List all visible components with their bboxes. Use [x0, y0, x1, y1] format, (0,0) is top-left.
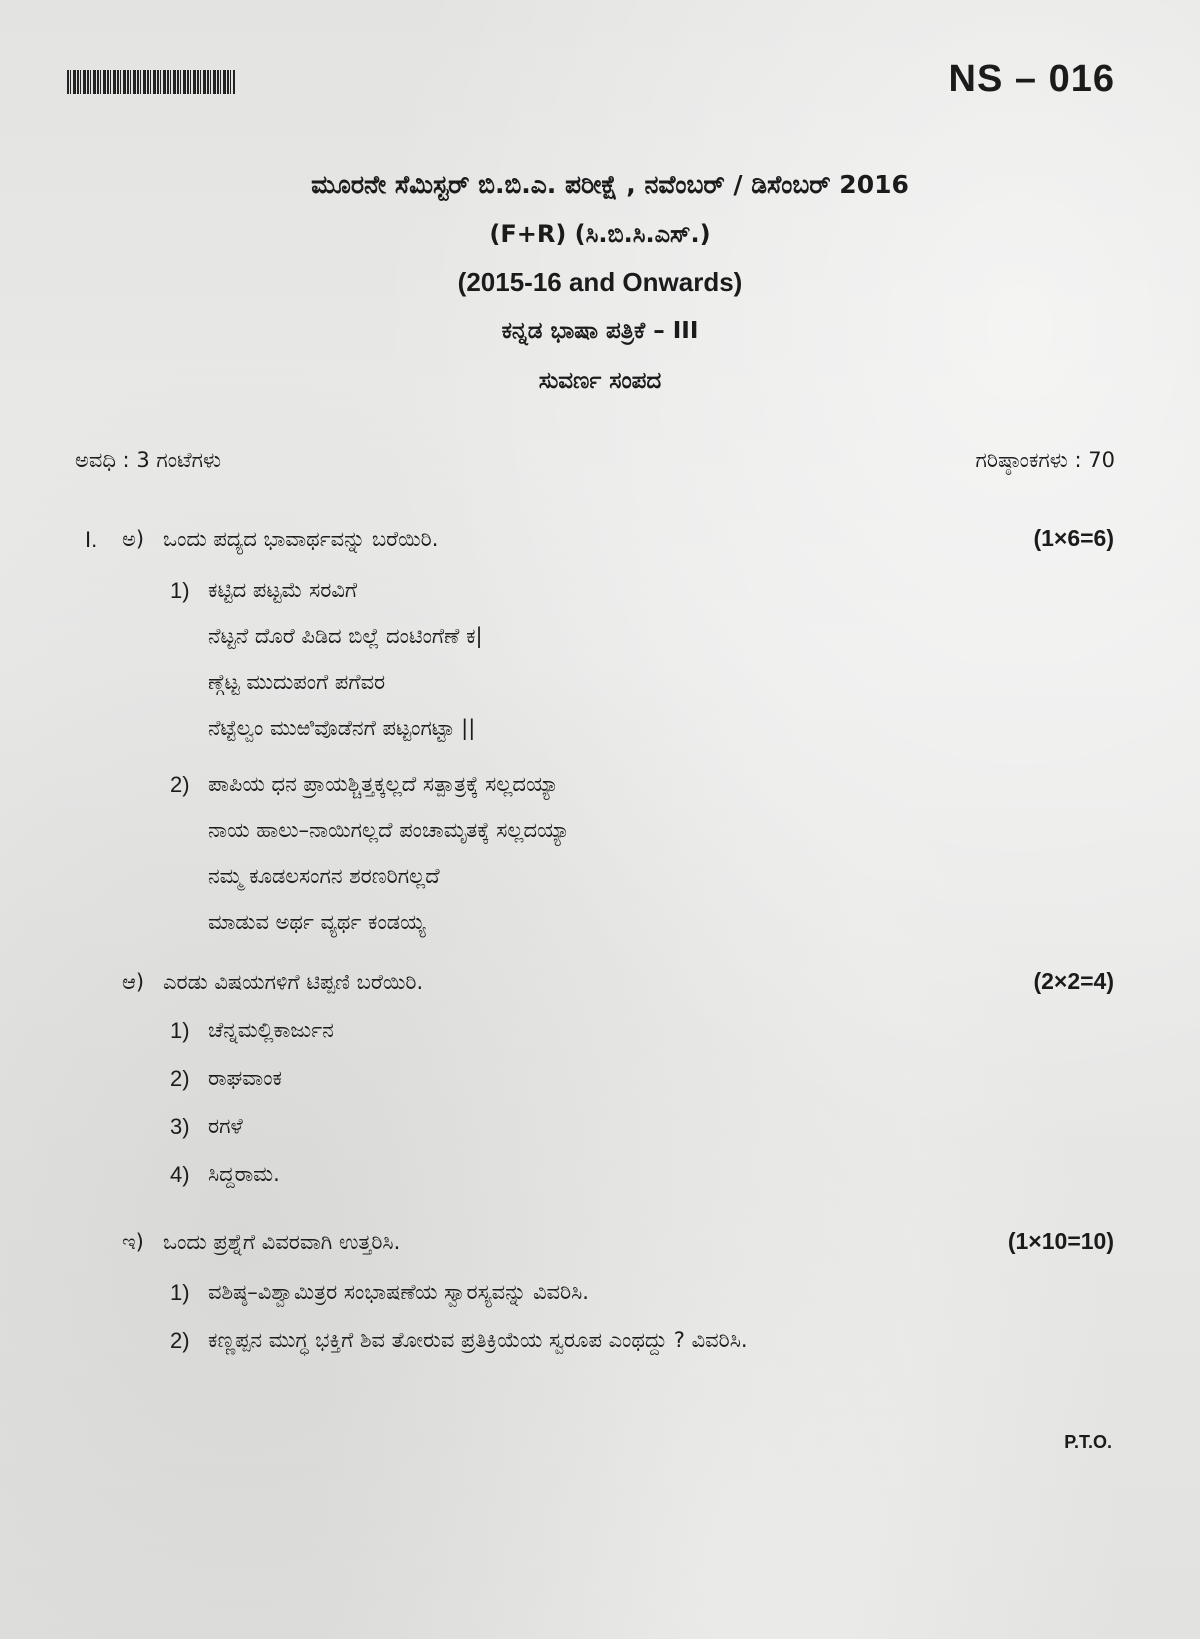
section-number: I.	[85, 527, 98, 552]
question-number: 2)	[170, 1066, 190, 1091]
part-b-instruction: ಎರಡು ವಿಷಯಗಳಿಗೆ ಟಿಪ್ಪಣಿ ಬರೆಯಿರಿ.	[163, 970, 424, 994]
poem-line: ಪಾಪಿಯ ಧನ ಪ್ರಾಯಶ್ಚಿತ್ತಕ್ಕಲ್ಲದೆ ಸತ್ಪಾತ್ರಕ್ಕೆ ಸಲ್ಲದಯ್ಯಾ	[208, 772, 559, 796]
question-number: 2)	[170, 1328, 190, 1353]
part-b-marks: (2×2=4)	[1033, 968, 1114, 994]
please-turn-over: P.T.O.	[1064, 1432, 1112, 1452]
question-number: 4)	[170, 1162, 190, 1187]
poem-line: ಮಾಡುವ ಅರ್ಥ ವ್ಯರ್ಥ ಕಂಡಯ್ಯ	[208, 910, 426, 934]
subject-name: ಸುವರ್ಣ ಸಂಪದ	[538, 368, 662, 394]
paper-code: NS – 016	[948, 58, 1115, 100]
question-number: 2)	[170, 772, 190, 797]
part-a-instruction: ಒಂದು ಪದ್ಯದ ಭಾವಾರ್ಥವನ್ನು ಬರೆಯಿರಿ.	[163, 527, 439, 551]
poem-line: ನಾಯ ಹಾಲು–ನಾಯಿಗಲ್ಲದೆ ಪಂಚಾಮೃತಕ್ಕೆ ಸಲ್ಲದಯ್ಯಾ	[208, 818, 570, 842]
poem-line: ನಮ್ಮ ಕೂಡಲಸಂಗನ ಶರಣರಿಗಲ್ಲದೆ	[208, 864, 440, 888]
exam-scheme: (F+R) (ಸಿ.ಬಿ.ಸಿ.ಎಸ್.)	[489, 220, 711, 248]
question-text: ಸಿದ್ದರಾಮ.	[208, 1162, 280, 1186]
part-b-label: ಆ)	[122, 970, 145, 994]
paper-name: ಕನ್ನಡ ಭಾಷಾ ಪತ್ರಿಕೆ – III	[501, 318, 699, 344]
question-text: ಚೆನ್ನಮಲ್ಲಿಕಾರ್ಜುನ	[208, 1018, 334, 1042]
question-number: 1)	[170, 1018, 190, 1043]
question-number: 1)	[170, 1280, 190, 1305]
part-c-label: ಇ)	[122, 1230, 144, 1254]
poem-line: ನೆಟ್ಟನೆ ದೊರೆ ಪಿಡಿದ ಬಿಲ್ಲೆ ದಂಟಿಂಗೆಣೆ ಕ|	[208, 624, 483, 648]
duration: ಅವಧಿ : 3 ಗಂಟೆಗಳು	[75, 448, 222, 472]
poem-line: ಣ್ಗೆಟ್ಟ ಮುದುಪಂಗೆ ಪಗೆವರ	[208, 670, 386, 694]
question-text: ವಶಿಷ್ಠ–ವಿಶ್ವಾಮಿತ್ರರ ಸಂಭಾಷಣೆಯ ಸ್ವಾರಸ್ಯವನ್ನು ವಿವರಿಸಿ.	[208, 1280, 589, 1304]
exam-session: (2015-16 and Onwards)	[457, 267, 743, 297]
question-text: ರಾಘವಾಂಕ	[208, 1066, 282, 1090]
part-c-instruction: ಒಂದು ಪ್ರಶ್ನೆಗೆ ವಿವರವಾಗಿ ಉತ್ತರಿಸಿ.	[163, 1230, 401, 1254]
part-a-marks: (1×6=6)	[1033, 525, 1114, 551]
part-a-label: ಅ)	[122, 527, 145, 551]
barcode	[67, 70, 235, 94]
exam-title: ಮೂರನೇ ಸೆಮಿಸ್ಟರ್ ಬಿ.ಬಿ.ಎ. ಪರೀಕ್ಷೆ , ನವೆಂಬರ್ / ಡಿಸೆಂಬರ್ 2016	[311, 170, 909, 199]
question-text: ಕಣ್ಣಪ್ಪನ ಮುಗ್ಧ ಭಕ್ತಿಗೆ ಶಿವ ತೋರುವ ಪ್ರತಿಕ್ರಿಯೆಯ ಸ್ವರೂಪ ಎಂಥದ್ದು ? ವಿವರಿಸಿ.	[208, 1328, 748, 1352]
part-c-marks: (1×10=10)	[1007, 1228, 1114, 1254]
question-text: ರಗಳೆ	[208, 1114, 243, 1138]
max-marks: ಗರಿಷ್ಠಾಂಕಗಳು : 70	[975, 448, 1115, 472]
poem-line: ಕಟ್ಟಿದ ಪಟ್ಟಮೆ ಸರವಿಗೆ	[208, 578, 358, 602]
question-number: 1)	[170, 578, 190, 603]
question-number: 3)	[170, 1114, 190, 1139]
poem-line: ನೆಟ್ಟೆಲ್ವಂ ಮುಱಿವೊಡೆನಗೆ ಪಟ್ಟಂಗಟ್ಟಾ ||	[208, 716, 476, 740]
